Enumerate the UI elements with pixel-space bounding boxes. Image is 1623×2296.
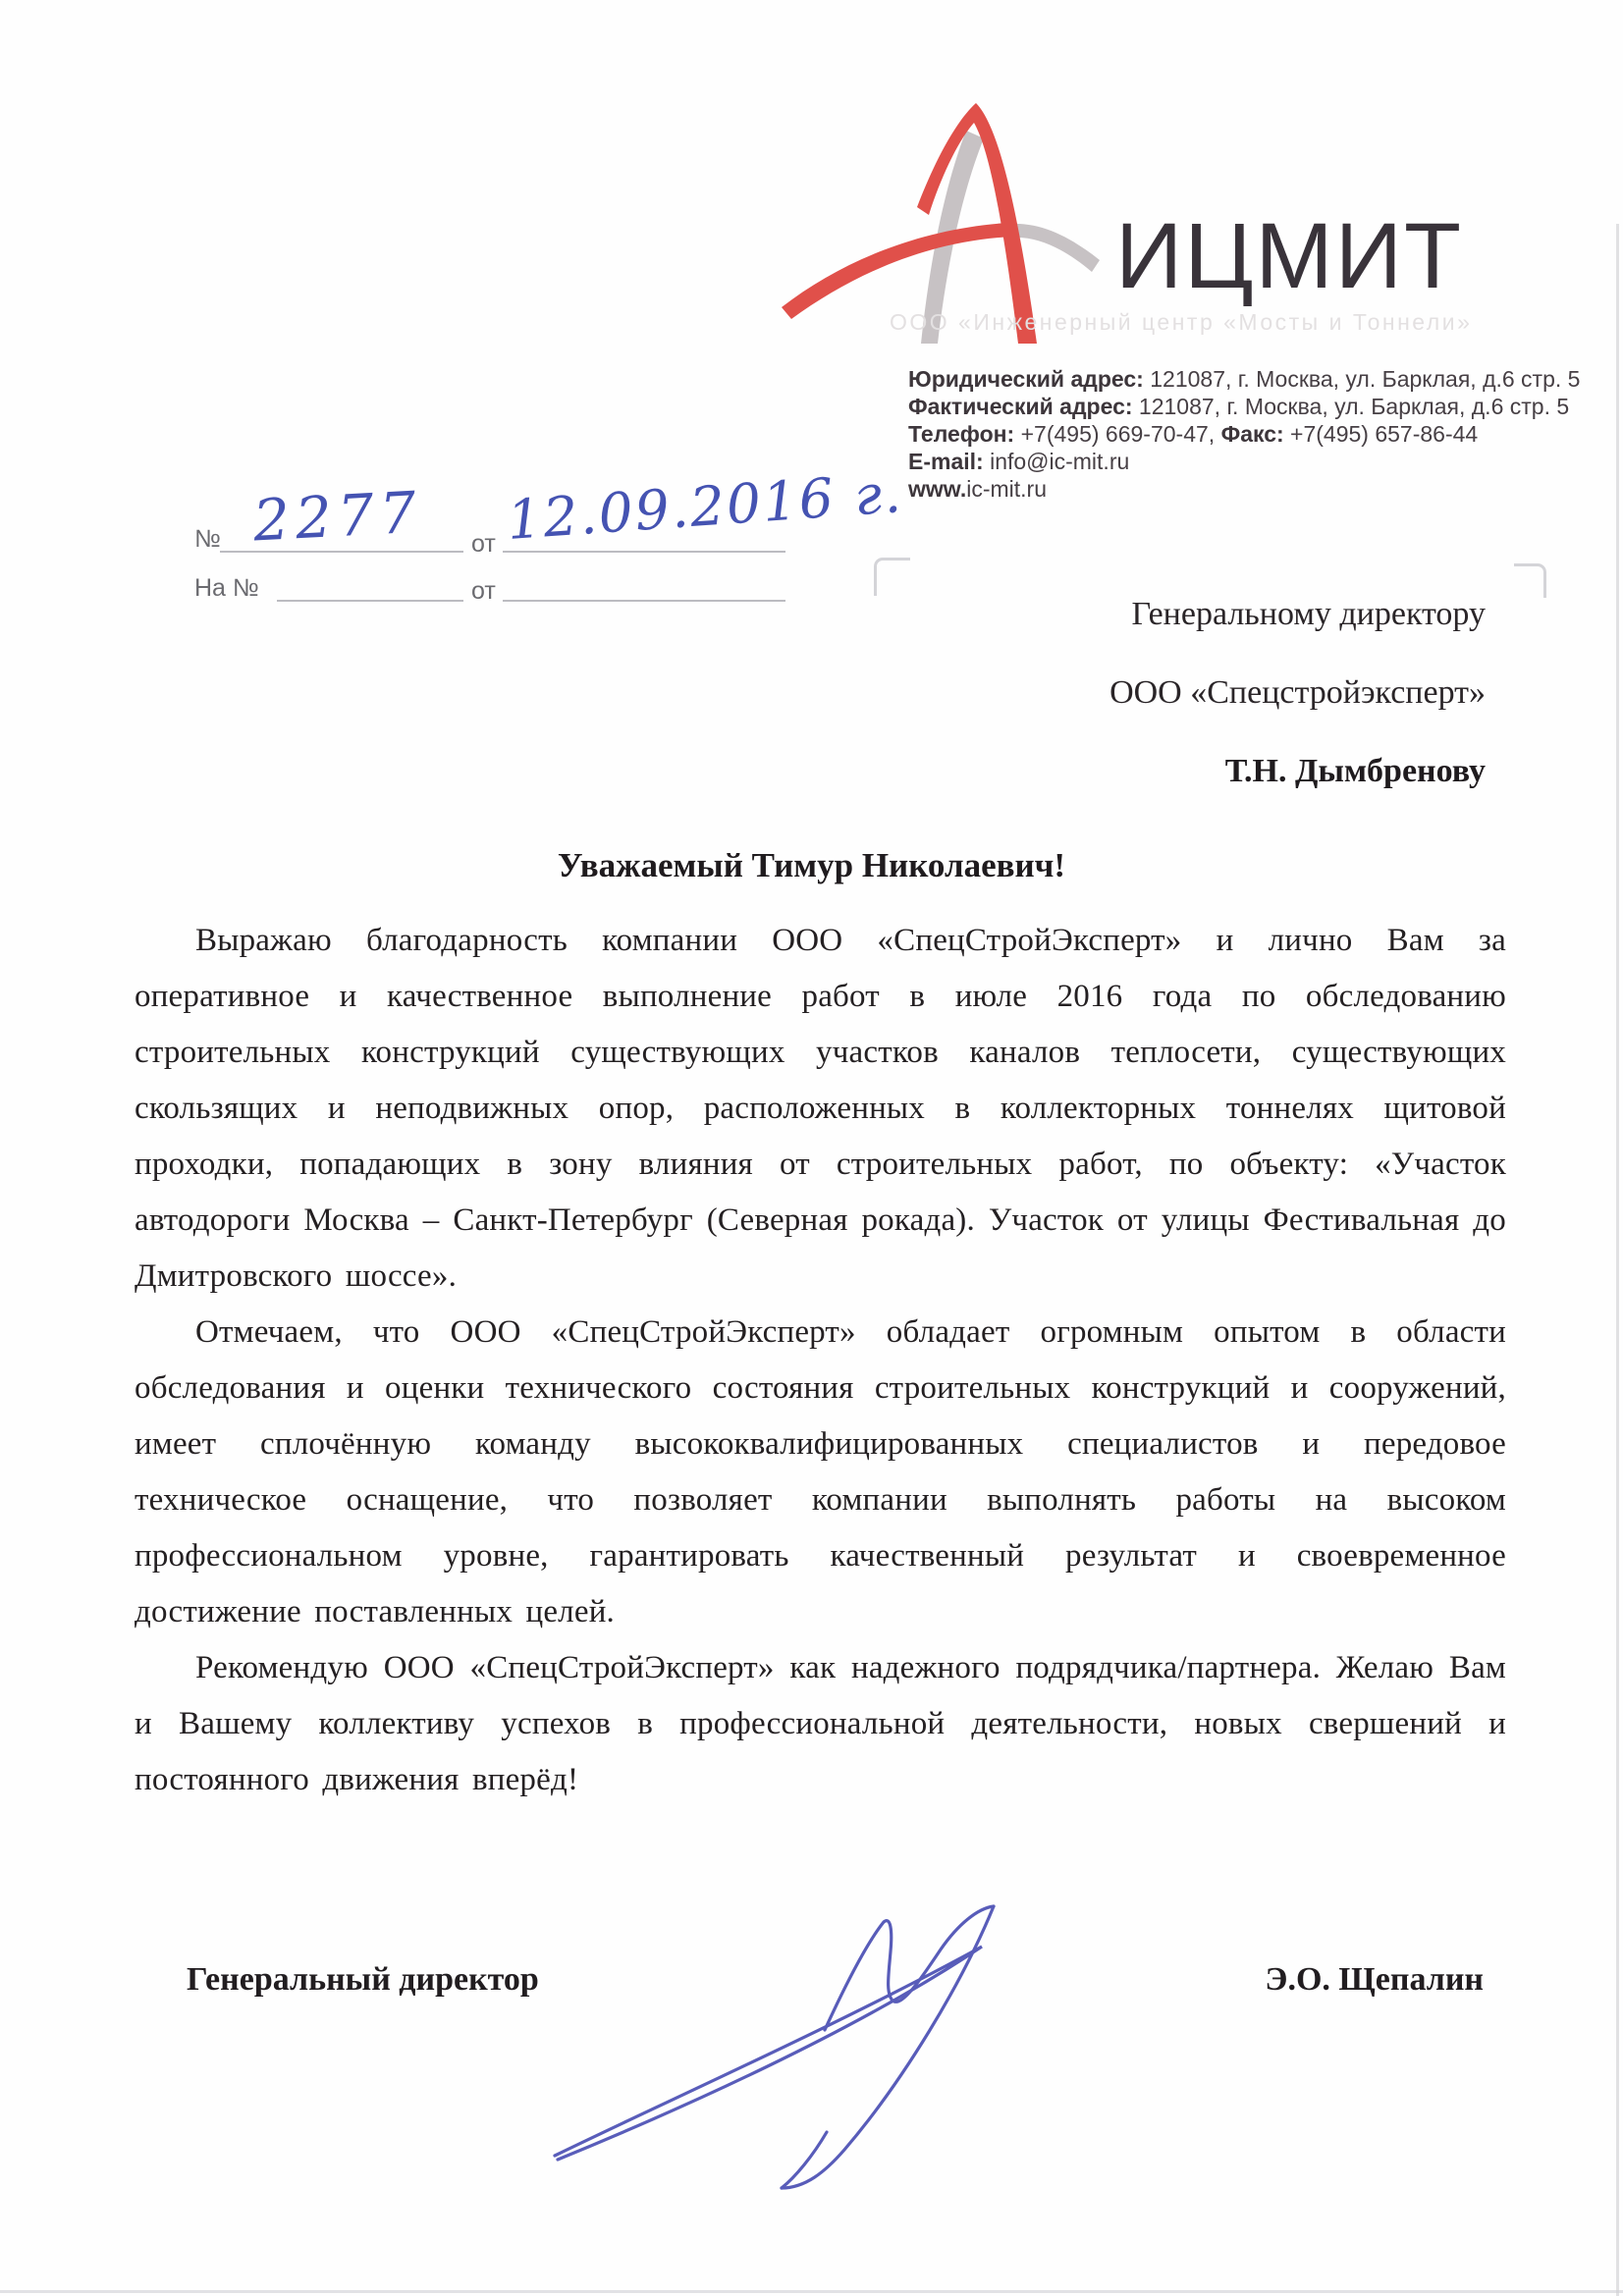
letterhead — [774, 83, 1530, 348]
paragraph-recommendation: Рекомендую ООО «СпецСтройЭксперт» как надежного подрядчика/партнера. Желаю Вам и Вашему коллективу успехов в профессиональной деятельности, новых свершений и постоянного движения вперёд! — [135, 1650, 1506, 1797]
contact-actual-address — [908, 393, 1580, 420]
outgoing-date-line — [503, 551, 785, 553]
outgoing-date-label: от — [471, 530, 496, 558]
website-www: www. — [908, 476, 967, 502]
recipient-name: Т.Н. Дымбренову — [1224, 753, 1486, 789]
window-corner-top-right — [1514, 563, 1546, 598]
brand-subtitle: ООО «Инженерный центр «Мосты и Тоннели» — [890, 309, 1473, 335]
salutation: Уважаемый Тимур Николаевич! — [557, 846, 1066, 884]
recipient-company: ООО «Спецстройэксперт» — [1109, 674, 1486, 711]
website-domain: ic-mit.ru — [966, 476, 1047, 502]
window-corner-top-left — [874, 558, 910, 596]
contact-legal-address — [908, 365, 1580, 393]
fax-value: +7(495) 657-86-44 — [1283, 421, 1479, 447]
signer-position: Генеральный директор — [187, 1961, 539, 1998]
recipient-position: Генеральному директору — [1131, 596, 1486, 632]
reply-date-label: от — [471, 577, 496, 605]
outgoing-number-label: № — [194, 525, 221, 553]
contact-block — [908, 365, 1580, 503]
email-label: E-mail: — [908, 449, 984, 474]
email-value: info@ic-mit.ru — [983, 449, 1130, 474]
contact-email — [908, 448, 1580, 475]
brand-name: ИЦМИТ — [1115, 204, 1464, 308]
signer-name: Э.О. Щепалин — [1265, 1961, 1484, 1998]
handwritten-outgoing-number: 2277 — [251, 478, 424, 555]
actual-address-value: 121087, г. Москва, ул. Барклая, д.6 стр. 5 — [1132, 394, 1570, 419]
scan-edge-bottom — [0, 2290, 1623, 2293]
phone-value: +7(495) 669-70-47, — [1014, 421, 1221, 447]
phone-label: Телефон: — [908, 421, 1015, 447]
letter-body — [135, 913, 1506, 1808]
reply-number-line — [277, 600, 463, 602]
contact-website — [908, 475, 1580, 503]
paragraph-gratitude: Выражаю благодарность компании ООО «СпецСтройЭксперт» и лично Вам за оперативное и качественное выполнение работ в июле 2016 года по обследованию строительных конструкций существующих участков каналов теплосети, существующих скользящих и неподвижных опор, расположенных в коллекторных тоннелях щитовой проходки, попадающих в зону влияния от строительных работ, по объекту: «Участок автодороги Москва – Санкт-Петербург (Северная рокада). Участок от улицы Фестивальная до Дмитровского шоссе». — [135, 923, 1506, 1294]
handwritten-outgoing-date: 12.09.2016 г. — [505, 460, 905, 553]
actual-address-label: Фактический адрес: — [908, 394, 1133, 419]
legal-address-label: Юридический адрес: — [908, 366, 1144, 392]
reply-date-line — [503, 600, 785, 602]
handwritten-signature-icon — [530, 1893, 1041, 2207]
fax-label: Факс: — [1220, 421, 1284, 447]
reply-number-label: На № — [194, 574, 259, 602]
scan-edge-right — [1616, 224, 1619, 2296]
contact-phone-fax — [908, 420, 1580, 448]
legal-address-value: 121087, г. Москва, ул. Барклая, д.6 стр. 5 — [1143, 366, 1581, 392]
recipient-block — [1109, 575, 1486, 811]
paragraph-experience: Отмечаем, что ООО «СпецСтройЭксперт» обладает огромным опытом в области обследования и оценки технического состояния строительных конструкций и сооружений, имеет сплочённую команду высококвалифицированных специалистов и передовое техническое оснащение, что позволяет компании выполнять работы на высоком профессиональном уровне, гарантировать качественный результат и своевременное достижение поставленных целей. — [135, 1314, 1506, 1629]
